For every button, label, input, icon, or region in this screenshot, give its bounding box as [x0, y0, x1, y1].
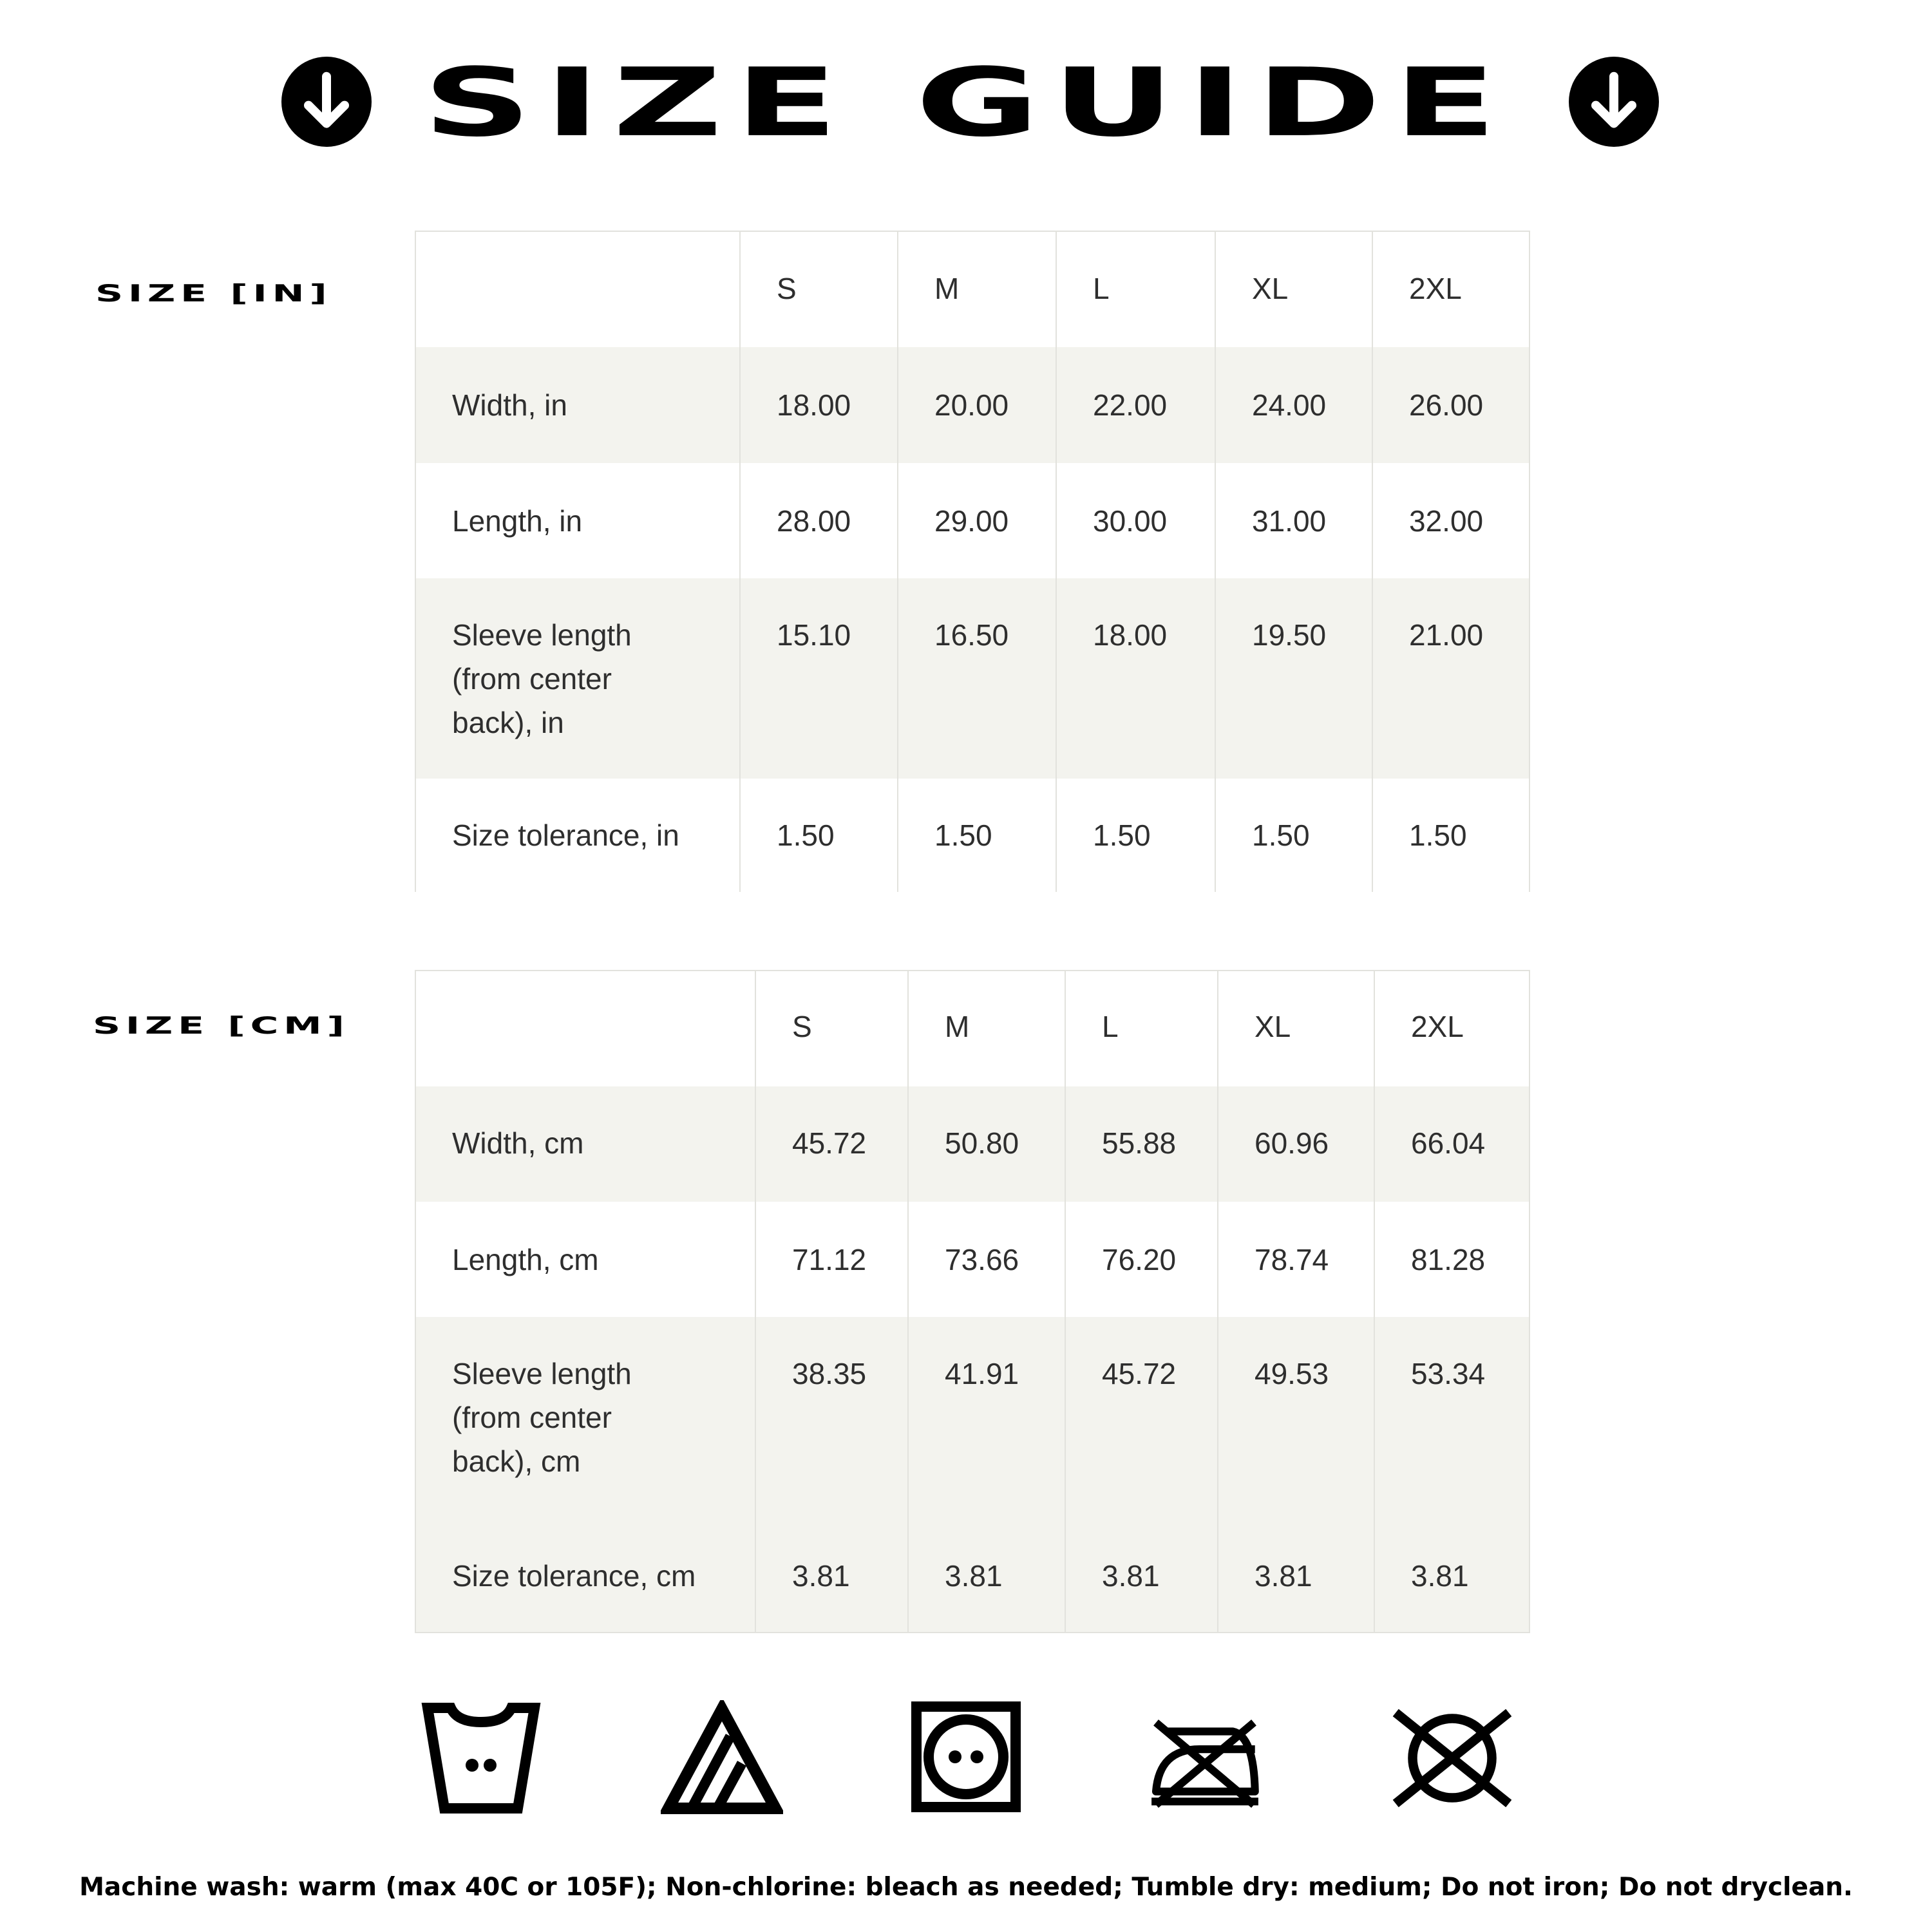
- table-cell: 38.35: [755, 1317, 908, 1518]
- table-row: [415, 1202, 1530, 1317]
- table-cell: 19.50: [1215, 578, 1372, 779]
- table-cell: 45.72: [755, 1086, 908, 1202]
- page-title: SIZE GUIDE: [422, 48, 1510, 158]
- table-cell: 41.91: [908, 1317, 1065, 1518]
- table-cell: 18.00: [1056, 578, 1215, 779]
- table-cell: 71.12: [755, 1202, 908, 1317]
- header-cell-s: S: [755, 971, 908, 1086]
- header-cell-m: M: [898, 231, 1056, 347]
- do-not-iron-icon: [1144, 1700, 1266, 1816]
- table-cell: 22.00: [1056, 347, 1215, 463]
- table-cell: 15.10: [740, 578, 898, 779]
- table-cell: 3.81: [755, 1518, 908, 1633]
- table-cell: 31.00: [1215, 463, 1372, 578]
- table-cell: 3.81: [908, 1518, 1065, 1633]
- care-instructions-text: Machine wash: warm (max 40C or 105F); Non-chlorine: bleach as needed; Tumble dry: medium; Do not iron; Do not dryclean.: [79, 1873, 1853, 1902]
- table-cell: 60.96: [1218, 1086, 1374, 1202]
- tumble-dry-medium-icon: [905, 1700, 1027, 1816]
- row-label: Size tolerance, cm: [415, 1518, 755, 1633]
- table-cell: 1.50: [1372, 779, 1530, 892]
- table-cell: 49.53: [1218, 1317, 1374, 1518]
- table-row: [415, 1086, 1530, 1202]
- table-cell: 78.74: [1218, 1202, 1374, 1317]
- header-cell-l: L: [1056, 231, 1215, 347]
- table-cell: 73.66: [908, 1202, 1065, 1317]
- size-table-cm: [415, 970, 1530, 1633]
- table-cell: 30.00: [1056, 463, 1215, 578]
- table-cell: 45.72: [1065, 1317, 1218, 1518]
- non-chlorine-bleach-icon: [661, 1700, 783, 1816]
- table-cell: 24.00: [1215, 347, 1372, 463]
- table-cell: 1.50: [898, 779, 1056, 892]
- table-cell: 28.00: [740, 463, 898, 578]
- table-cell: 3.81: [1374, 1518, 1530, 1633]
- header-cell-2xl: 2XL: [1372, 231, 1530, 347]
- header-cell-m: M: [908, 971, 1065, 1086]
- table-cell: 81.28: [1374, 1202, 1530, 1317]
- machine-wash-warm-icon: [420, 1700, 542, 1816]
- table-row: [415, 463, 1530, 578]
- table-cell: 50.80: [908, 1086, 1065, 1202]
- table-cell: 3.81: [1065, 1518, 1218, 1633]
- title-row: [0, 48, 1932, 158]
- size-cm-label: SIZE [CM]: [93, 1011, 350, 1039]
- row-label-line: back), cm: [452, 1444, 581, 1478]
- table-cell: 20.00: [898, 347, 1056, 463]
- header-cell-2xl: 2XL: [1374, 971, 1530, 1086]
- header-cell-xl: XL: [1215, 231, 1372, 347]
- table-cell: 3.81: [1218, 1518, 1374, 1633]
- table-cell: 76.20: [1065, 1202, 1218, 1317]
- header-cell-empty: [415, 231, 740, 347]
- table-cell: 26.00: [1372, 347, 1530, 463]
- row-label: Width, cm: [415, 1086, 755, 1202]
- table-row: [415, 578, 1530, 779]
- table-cell: 1.50: [1215, 779, 1372, 892]
- table-cell: 1.50: [1056, 779, 1215, 892]
- row-label-line: (from center: [452, 1401, 612, 1434]
- table-cell: 21.00: [1372, 578, 1530, 779]
- row-label: [415, 578, 740, 779]
- care-icons-row: [0, 1700, 1932, 1816]
- header-cell-s: S: [740, 231, 898, 347]
- table-cell: 55.88: [1065, 1086, 1218, 1202]
- row-label: Length, in: [415, 463, 740, 578]
- row-label-line: Sleeve length: [452, 1357, 632, 1390]
- table-cell: 53.34: [1374, 1317, 1530, 1518]
- arrow-down-circle-icon: [1569, 57, 1659, 147]
- table-row: [415, 779, 1530, 892]
- row-label-line: (from center: [452, 662, 612, 696]
- table-row: [415, 1518, 1530, 1633]
- header-cell-empty: [415, 971, 755, 1086]
- size-table-inches: [415, 231, 1530, 892]
- table-cell: 16.50: [898, 578, 1056, 779]
- row-label: Size tolerance, in: [415, 779, 740, 892]
- table-cell: 29.00: [898, 463, 1056, 578]
- table-row: [415, 347, 1530, 463]
- row-label: [415, 1317, 755, 1518]
- header-cell-xl: XL: [1218, 971, 1374, 1086]
- row-label-line: back), in: [452, 706, 564, 739]
- table-row: [415, 1317, 1530, 1518]
- do-not-dryclean-icon: [1391, 1700, 1513, 1816]
- header-cell-l: L: [1065, 971, 1218, 1086]
- table-cell: 18.00: [740, 347, 898, 463]
- row-label: Length, cm: [415, 1202, 755, 1317]
- row-label: Width, in: [415, 347, 740, 463]
- table-cell: 66.04: [1374, 1086, 1530, 1202]
- row-label-line: Sleeve length: [452, 618, 632, 652]
- table-cell: 1.50: [740, 779, 898, 892]
- size-in-label: SIZE [IN]: [95, 279, 332, 307]
- table-cell: 32.00: [1372, 463, 1530, 578]
